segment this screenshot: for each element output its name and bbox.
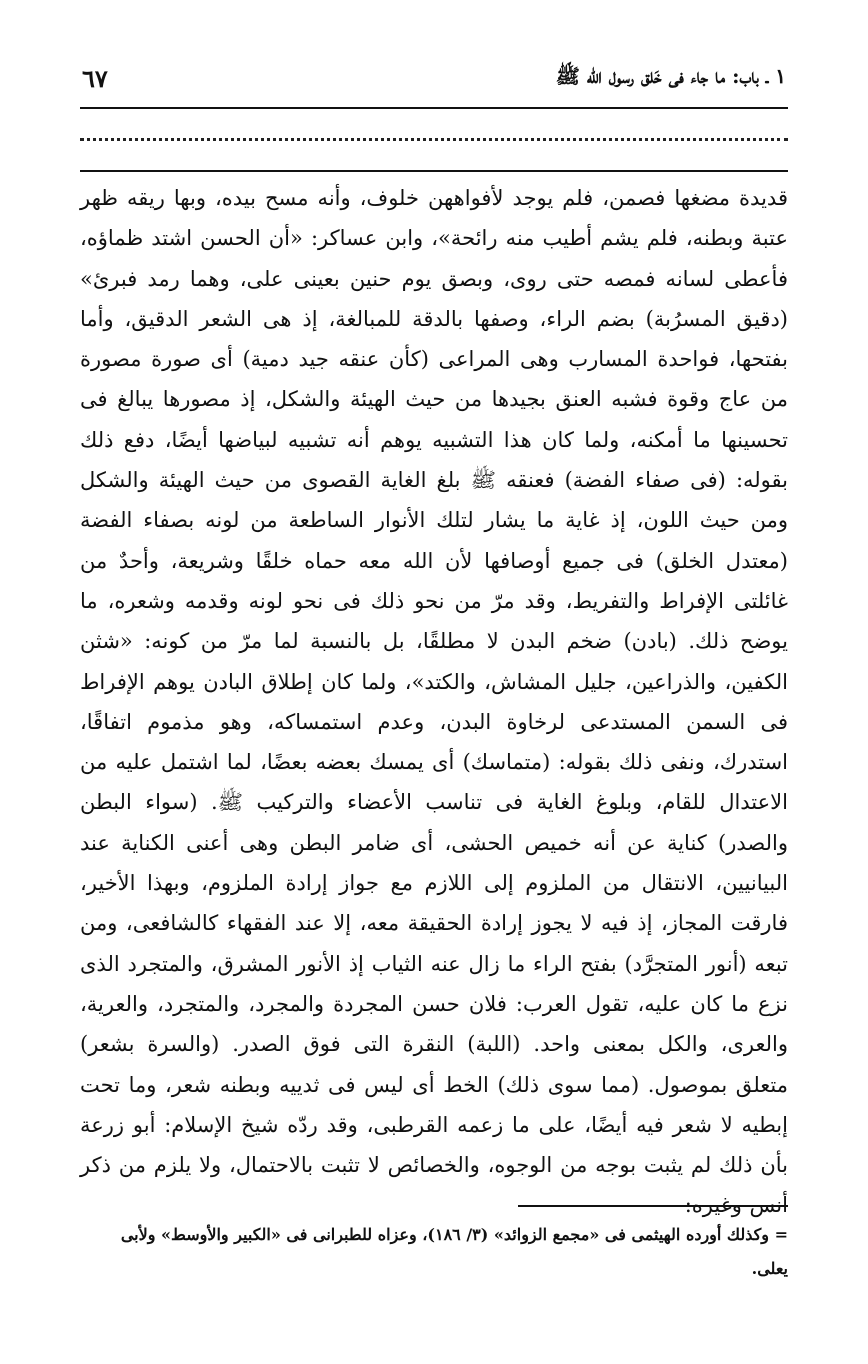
chapter-title: ١ ـ باب: ما جاء فى خَلق رسول الله ﷺ [555, 63, 786, 88]
dotted-separator [80, 138, 788, 153]
header-divider [80, 107, 788, 109]
footnote-divider [518, 1205, 788, 1207]
page-header [82, 58, 786, 98]
page-number: ٦٧ [82, 63, 108, 93]
footnote-text: = وكذلك أورده الهيثمى فى «مجمع الزوائد» (٣/ ١٨٦)، وعزاه للطبرانى فى «الكبير والأوسط» ولأبى يعلى. [120, 1225, 788, 1278]
body-divider [80, 170, 788, 172]
body-paragraph: قديدة مضغها فصمن، فلم يوجد لأفواههن خلوف، وأنه مسح بيده، وبها ريقه ظهر عتبة وبطنه، فلم يشم أطيب منه رائحة»، وابن عساكر: «أن الحسن اشتد ظماؤه، فأعطى لسانه فمصه حتى روى، وبصق يوم حنين بعينى على، وهما رمد فبرئ» (دقيق المسرُبة) بضم الراء، وصفها بالدقة للمبالغة، إذ هى الشعر الدقيق، وأما بفتحها، فواحدة المسارب وهى المراعى (كأن عنقه جيد دمية) أى صورة مصورة من عاج وقوة فشبه العنق بجيدها من حيث الهيئة والشكل، إذ مصورها يبالغ فى تحسينها ما أمكنه، ولما كان هذا التشبيه يوهم أنه تشبيه لبياضها أيضًا، دفع ذلك بقوله: (فى صفاء الفضة) فعنقه ﷺ بلغ الغاية القصوى من حيث الهيئة والشكل ومن حيث اللون، إذ غاية ما يشار لتلك الأنوار الساطعة من لونه بصفاء الفضة (معتدل الخلق) فى جميع أوصافها لأن الله معه حماه خلقًا وشريعة، وأحدٌ من غائلتى الإفراط والتفريط، وقد مرّ من نحو ذلك فى نحو لونه وقدمه وشعره، ما يوضح ذلك. (بادن) ضخم البدن لا مطلقًا، بل بالنسبة لما مرّ من كونه: «شثن الكفين، والذراعين، جليل المشاش، والكتد»، ولما كان إطلاق البادن يوهم الإفراط فى السمن المستدعى لرخاوة البدن، وعدم استمساكه، وهو مذموم اتفاقًا، استدرك، ونفى ذلك بقوله: (متماسك) أى يمسك بعضه بعضًا، لما اشتمل عليه من الاعتدال للقام، وبلوغ الغاية فى تناسب الأعضاء والتركيب ﷺ. (سواء البطن والصدر) كناية عن أنه خميص الحشى، أى ضامر البطن وهى أعنى الكناية عند البيانيين، الانتقال من الملزوم إلى اللازم مع جواز إرادة الملزوم، وبهذا الأخير، فارقت المجاز، إذ فيه لا يجوز إرادة الحقيقة معه، إلا عند الفقهاء كالشافعى، ومن تبعه (أنور المتجرَّد) بفتح الراء ما زال عنه الثياب إذ الأنور المشرق، والمتجرد الذى نزع ما كان عليه، تقول العرب: فلان حسن المجردة والمجرد، والمتجرد، والعرية، والعرى، والكل بمعنى واحد. (اللبة) النقرة التى فوق الصدر. (والسرة بشعر) متعلق بموصول. (مما سوى ذلك) الخط أى ليس فى ثدييه وبطنه شعر، وما تحت إبطيه لا شعر فيه أيضًا، على ما زعمه القرطبى، وقد ردّه شيخ الإسلام: أبو زرعة بأن ذلك لم يثبت بوجه من الوجوه، والخصائص لا تثبت بالاحتمال، ولا يلزم من ذكر أنس وغيره: [80, 186, 788, 1218]
